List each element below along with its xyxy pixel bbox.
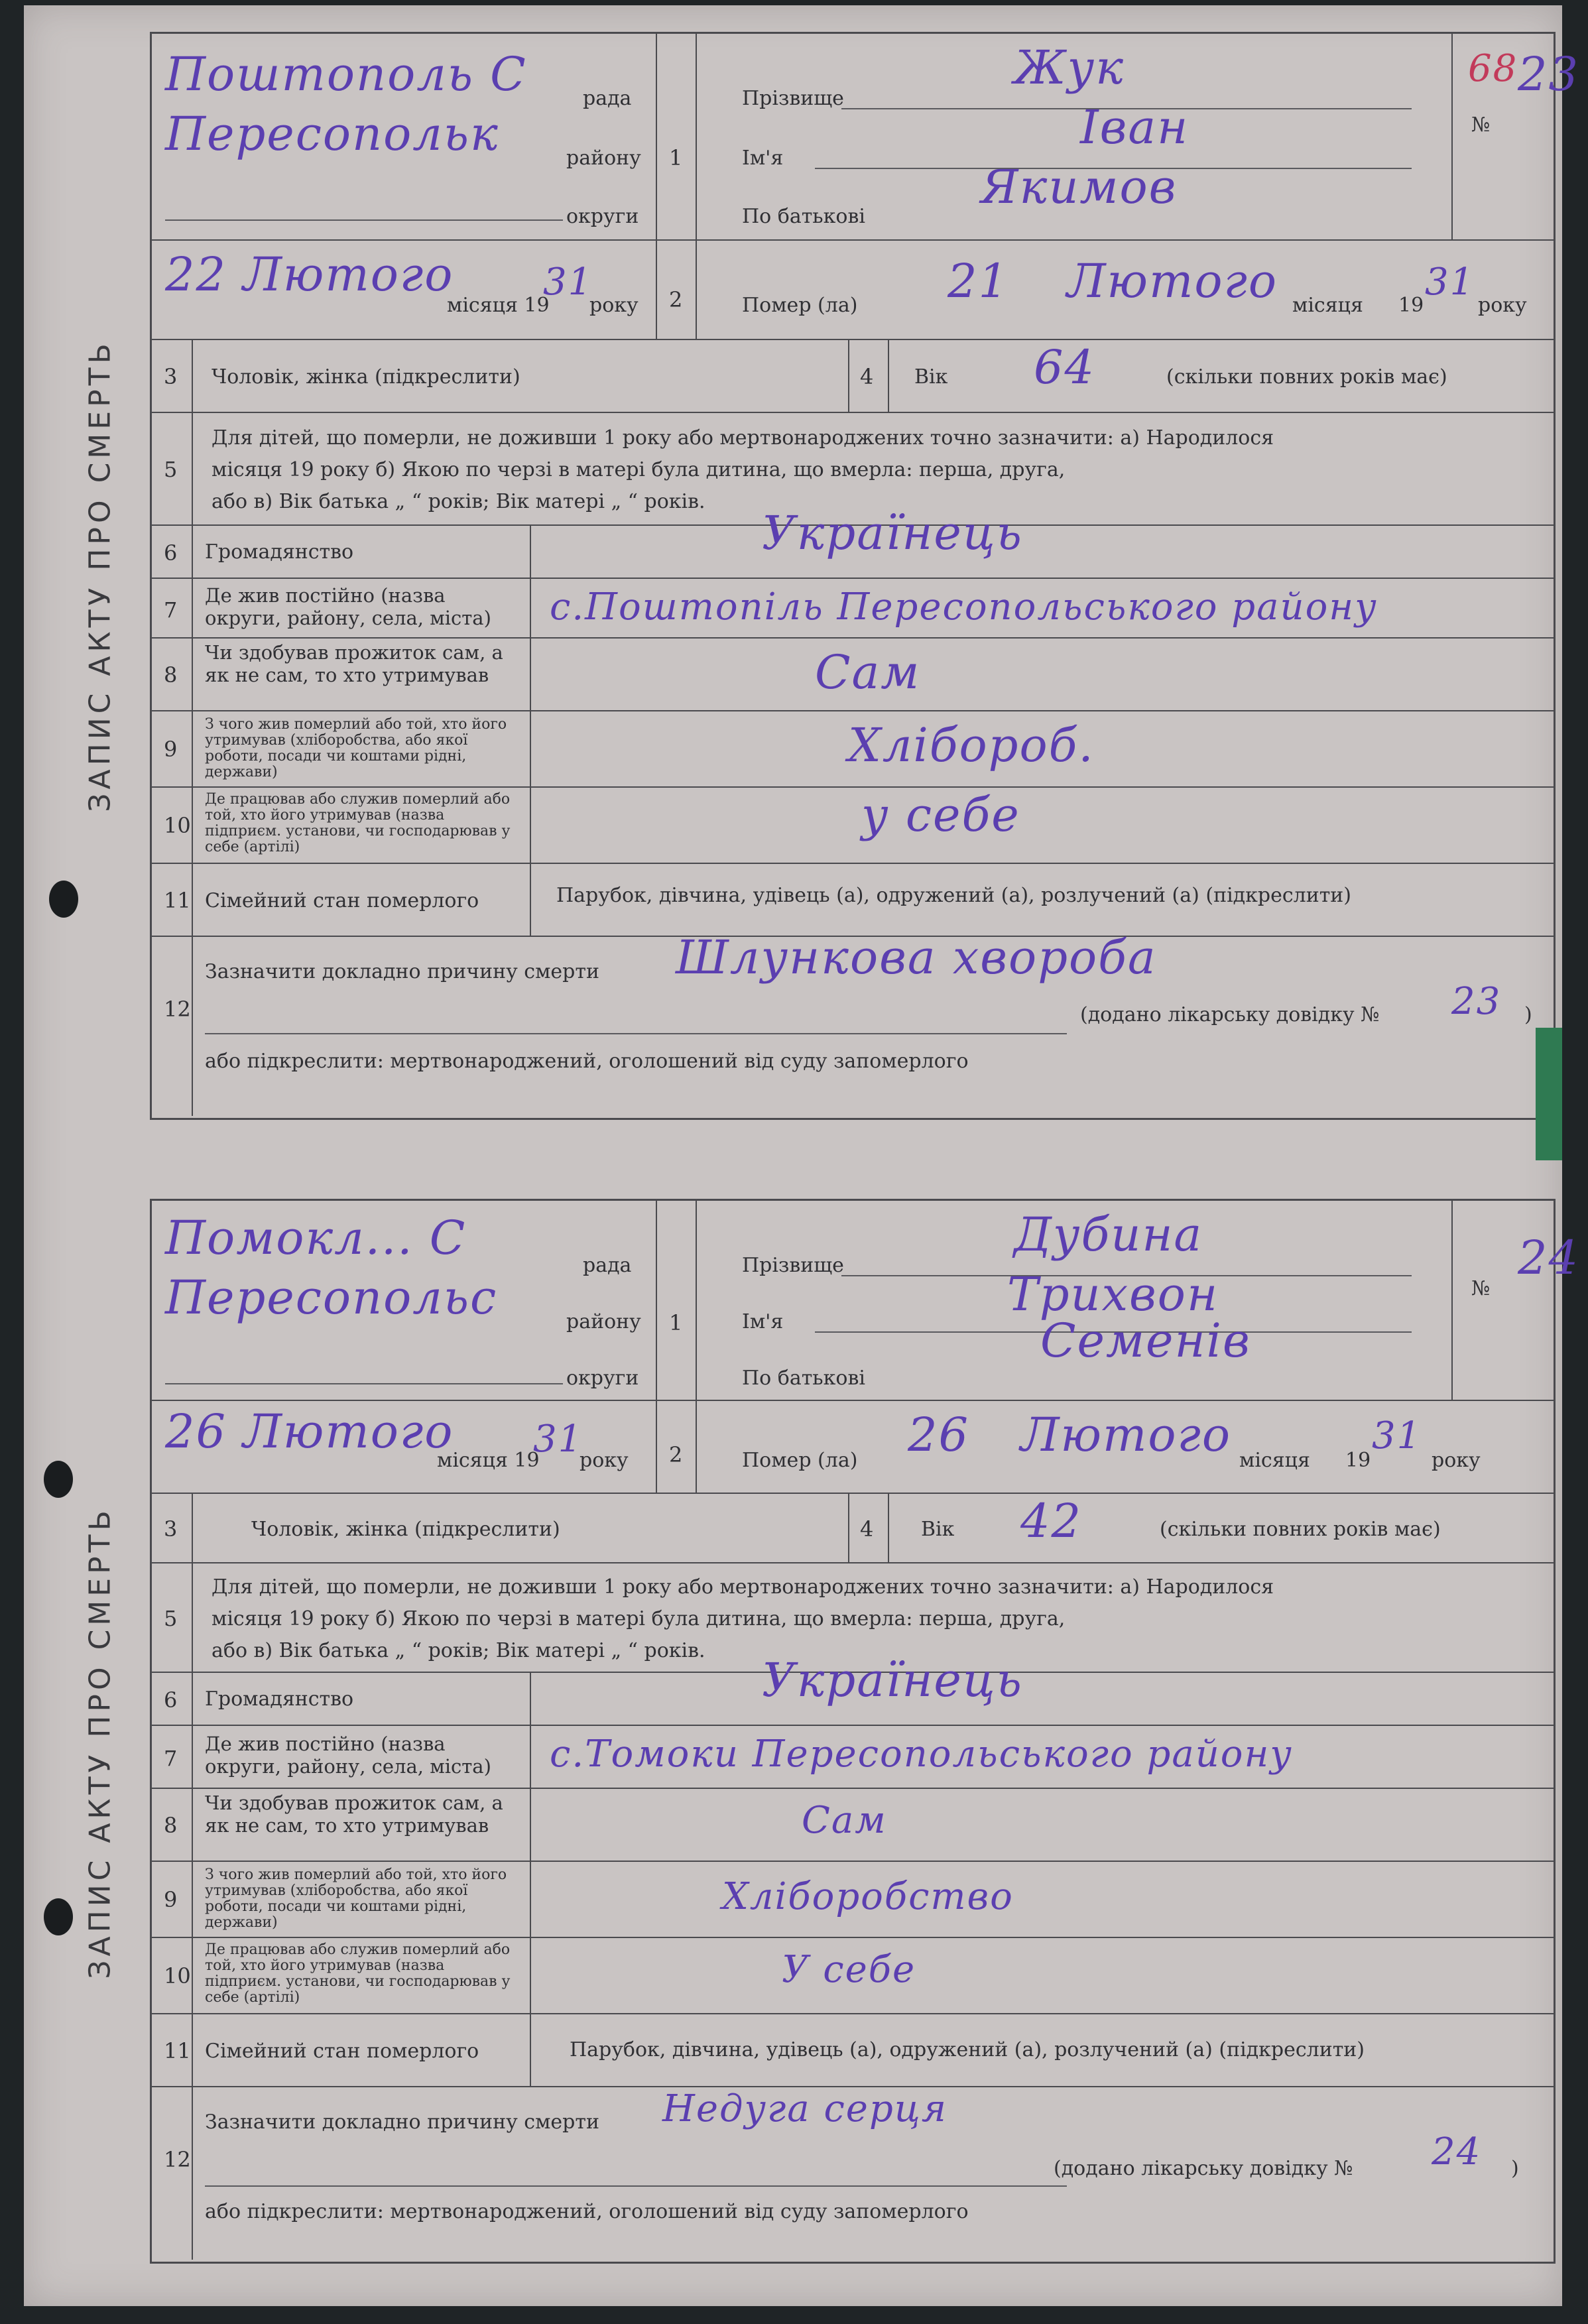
surname-label: Прізвище [742,87,844,110]
cause-footer: або підкреслити: мертвонароджений, оголошений від суду запомерлого [205,2200,969,2223]
residence-value: с.Поштопіль Пересопольського району [550,585,1378,629]
number-value: 24 [1518,1231,1580,1285]
marital-options: Парубок, дівчина, удівець (а), одружений (а), розлучений (а) (підкреслити) [556,884,1352,907]
death-month-value: Лютого [1067,254,1278,308]
residence-row: 7 Де жив постійно (назва округи, району, села, міста) с.Томоки Пересопольського району [152,1725,1554,1789]
certificate-label: (додано лікарську довідку № [1054,2157,1353,2180]
cause-row: 12 Зазначити докладно причину смерти Шлункова хвороба (додано лікарську довідку № 23 ) або підкреслити: мертвонароджений, оголошений від суду запомерлого [152,936,1554,1116]
rada-label: рада [583,1254,632,1277]
okruha-label: округи [566,1367,639,1390]
record-date-value: 26 Лютого [165,1404,454,1459]
surname-value: Дубина [1014,1207,1203,1262]
record-form [150,32,1580,1120]
name-label: Ім'я [742,1310,784,1333]
death-misiatsia-label: місяця [1239,1449,1310,1472]
number-stamp: 68 [1468,47,1518,90]
children-line-3: або в) Вік батька „ “ років; Вік матері „ “ років. [212,1639,705,1662]
record-roku-label: року [580,1449,629,1472]
workplace-label: Де працював або служив померлий або той, хто його утримував (назва підприєм. установи, чи господарював у себе (артілі) [205,791,511,855]
death-date-label: Помер (ла) [742,1449,858,1472]
village-council-value: Поштополь С [165,47,527,101]
marital-options: Парубок, дівчина, удівець (а), одружений (а), розлучений (а) (підкреслити) [570,2038,1365,2061]
source-label: З чого жив померлий або той, хто його утримував (хліборобства, або якої роботи, посади чи коштами рідні, держави) [205,1866,507,1931]
livelihood-row: 8 Чи здобував прожиток сам, а як не сам, то хто утримував Сам [152,637,1554,711]
number-value: 23 [1518,47,1580,101]
residence-row: 7 Де жив постійно (назва округи, району, села, міста) с.Поштопіль Пересопольського району [152,578,1554,639]
side-title: ЗАПИС АКТУ ПРО СМЕРТЬ [83,339,117,812]
certificate-value: 23 [1451,980,1502,1023]
livelihood-label: Чи здобував прожиток сам, а як не сам, то хто утримував [205,641,503,686]
residence-label: Де жив постійно (назва округи, району, села, міста) [205,584,491,629]
citizenship-value: Українець [762,1653,1023,1707]
village-council-value: Помокл... С [165,1211,467,1265]
death-roku-label: року [1478,294,1527,317]
cause-value: Шлункова хвороба [676,930,1157,985]
name-value: Іван [1080,100,1190,154]
death-record-1 [50,32,1580,1119]
number-label: № [1471,113,1491,137]
number-label: № [1471,1277,1491,1300]
workplace-value: у себе [861,788,1020,842]
marital-label: Сімейний стан померлого [205,889,479,912]
source-label: З чого жив померлий або той, хто його утримував (хліборобства, або якої роботи, посади чи коштами рідні, держави) [205,716,507,780]
age-note: (скільки повних років має) [1166,365,1447,389]
record-date-value: 22 Лютого [165,247,454,302]
citizenship-row: 6 Громадянство Українець [152,524,1554,579]
death-year-prefix: 19 [1345,1449,1371,1472]
death-year-value: 31 [1425,261,1475,304]
surname-value: Жук [1014,40,1125,95]
okruha-label: округи [566,205,639,228]
certificate-label: (додано лікарську довідку № [1080,1003,1380,1026]
death-record-2 [50,1199,1580,2286]
header-block: Помокл... С рада Пересопольс району округи 1 Прізвище Дубина Ім'я Трихвон По батькові Семенів № 24 26 Лютого місяця 19 31 року 2 Помер (ла) 26 Лютого місяця 19 31 року [152,1201,1554,1493]
certificate-close: ) [1511,2157,1519,2180]
death-misiatsia-label: місяця [1292,294,1363,317]
source-row: 9 З чого жив померлий або той, хто його утримував (хліборобства, або якої роботи, посади чи коштами рідні, держави) Хлібороб. [152,710,1554,788]
side-title: ЗАПИС АКТУ ПРО СМЕРТЬ [83,1506,117,1979]
source-row: 9 З чого жив померлий або той, хто його утримував (хліборобства, або якої роботи, посади чи коштами рідні, держави) Хліборобство [152,1861,1554,1938]
workplace-label: Де працював або служив померлий або той, хто його утримував (назва підприєм. установи, чи господарював у себе (артілі) [205,1941,511,2006]
children-line-3: або в) Вік батька „ “ років; Вік матері „ “ років. [212,490,705,513]
age-label: Вік [914,365,948,389]
death-year-prefix: 19 [1398,294,1424,317]
residence-value: с.Томоки Пересопольського району [550,1733,1293,1776]
marital-label: Сімейний стан померлого [205,2040,479,2063]
raion-label: району [566,147,641,170]
record-month-label: місяця 19 [437,1449,540,1472]
death-day-value: 26 [908,1408,970,1462]
children-line-2: місяця 19 року б) Якою по черзі в матері була дитина, що вмерла: перша, друга, [212,1607,1066,1630]
raion-label: району [566,1310,641,1333]
age-note: (скільки повних років має) [1160,1518,1441,1541]
patronymic-value: Семенів [1040,1314,1251,1368]
residence-label: Де жив постійно (назва округи, району, села, міста) [205,1733,491,1778]
rada-label: рада [583,87,632,110]
citizenship-label: Громадянство [205,540,354,564]
age-value: 64 [1034,340,1096,395]
cause-label: Зазначити докладно причину смерти [205,2110,599,2134]
record-form [150,1199,1580,2264]
source-value: Хліборобство [722,1875,1014,1918]
age-value: 42 [1020,1494,1083,1548]
patronymic-label: По батькові [742,205,865,228]
raion-value: Пересопольс [165,1270,498,1325]
sex-label: Чоловік, жінка (підкреслити) [251,1518,560,1541]
record-year-value: 31 [533,1418,583,1461]
livelihood-value: Сам [802,1799,887,1842]
surname-label: Прізвище [742,1254,844,1277]
citizenship-row: 6 Громадянство Українець [152,1672,1554,1726]
livelihood-row: 8 Чи здобував прожиток сам, а як не сам, то хто утримував Сам [152,1788,1554,1862]
sex-age-row: 3 Чоловік, жінка (підкреслити) 4 Вік 42 (скільки повних років має) [152,1493,1554,1563]
workplace-row: 10 Де працював або служив померлий або той, хто його утримував (назва підприєм. установи, чи господарював у себе (артілі) у себе [152,786,1554,864]
raion-value: Пересопольк [165,107,499,161]
death-roku-label: року [1432,1449,1481,1472]
cause-label: Зазначити докладно причину смерти [205,960,599,983]
name-value: Трихвон [1007,1267,1219,1321]
header-block: Поштополь С рада Пересопольк району округи 1 Прізвище Жук Ім'я Іван По батькові Якимов 68 № 23 22 Лютого місяця 19 31 року 2 Помер (ла) 21 Лютого місяця 19 31 року [152,34,1554,339]
children-line-1: Для дітей, що померли, не доживши 1 року або мертвонароджених точно зазначити: а) Народилося [212,1575,1274,1599]
livelihood-label: Чи здобував прожиток сам, а як не сам, то хто утримував [205,1792,503,1837]
death-month-value: Лютого [1020,1408,1232,1462]
sex-label: Чоловік, жінка (підкреслити) [212,365,520,389]
record-roku-label: року [589,294,639,317]
death-date-label: Помер (ла) [742,294,858,317]
name-label: Ім'я [742,147,784,170]
sex-age-row: 3 Чоловік, жінка (підкреслити) 4 Вік 64 (скільки повних років має) [152,339,1554,413]
children-line-1: Для дітей, що померли, не доживши 1 року або мертвонароджених точно зазначити: а) Народилося [212,426,1274,450]
certificate-value: 24 [1432,2130,1482,2173]
binding-stripe [1536,1028,1562,1160]
patronymic-label: По батькові [742,1367,865,1390]
marital-row: 11 Сімейний стан померлого Парубок, дівчина, удівець (а), одружений (а), розлучений (а) (підкреслити) [152,2013,1554,2087]
cause-value: Недуга серця [662,2087,947,2130]
source-value: Хлібороб. [848,718,1095,772]
record-month-label: місяця 19 [447,294,550,317]
death-day-value: 21 [947,254,1010,308]
marital-row: 11 Сімейний стан померлого Парубок, дівчина, удівець (а), одружений (а), розлучений (а) (підкреслити) [152,863,1554,937]
age-label: Вік [921,1518,955,1541]
livelihood-value: Сам [815,645,921,700]
cause-footer: або підкреслити: мертвонароджений, оголошений від суду запомерлого [205,1050,969,1073]
children-line-2: місяця 19 року б) Якою по черзі в матері була дитина, що вмерла: перша, друга, [212,458,1066,481]
cause-row: 12 Зазначити докладно причину смерти Недуга серця (додано лікарську довідку № 24 ) або підкреслити: мертвонароджений, оголошений від суду запомерлого [152,2086,1554,2260]
paper-sheet [24,5,1580,2306]
certificate-close: ) [1524,1003,1532,1026]
citizenship-value: Українець [762,506,1023,560]
children-row: 5 Для дітей, що померли, не доживши 1 року або мертвонароджених точно зазначити: а) Народилося місяця 19 року б) Якою по черзі в матері була дитина, що вмерла: перша, друга, або в) Вік батька „ “ років; Вік матері „ “ років. [152,412,1554,526]
death-year-value: 31 [1372,1414,1422,1457]
citizenship-label: Громадянство [205,1687,354,1711]
patronymic-value: Якимов [981,160,1178,214]
workplace-value: У себе [782,1948,916,1991]
workplace-row: 10 Де працював або служив померлий або той, хто його утримував (назва підприєм. установи, чи господарював у себе (артілі) У себе [152,1937,1554,2014]
record-year-value: 31 [543,261,593,304]
children-row: 5 Для дітей, що померли, не доживши 1 року або мертвонароджених точно зазначити: а) Народилося місяця 19 року б) Якою по черзі в матері була дитина, що вмерла: перша, друга, або в) Вік батька „ “ років; Вік матері „ “ років. [152,1562,1554,1673]
